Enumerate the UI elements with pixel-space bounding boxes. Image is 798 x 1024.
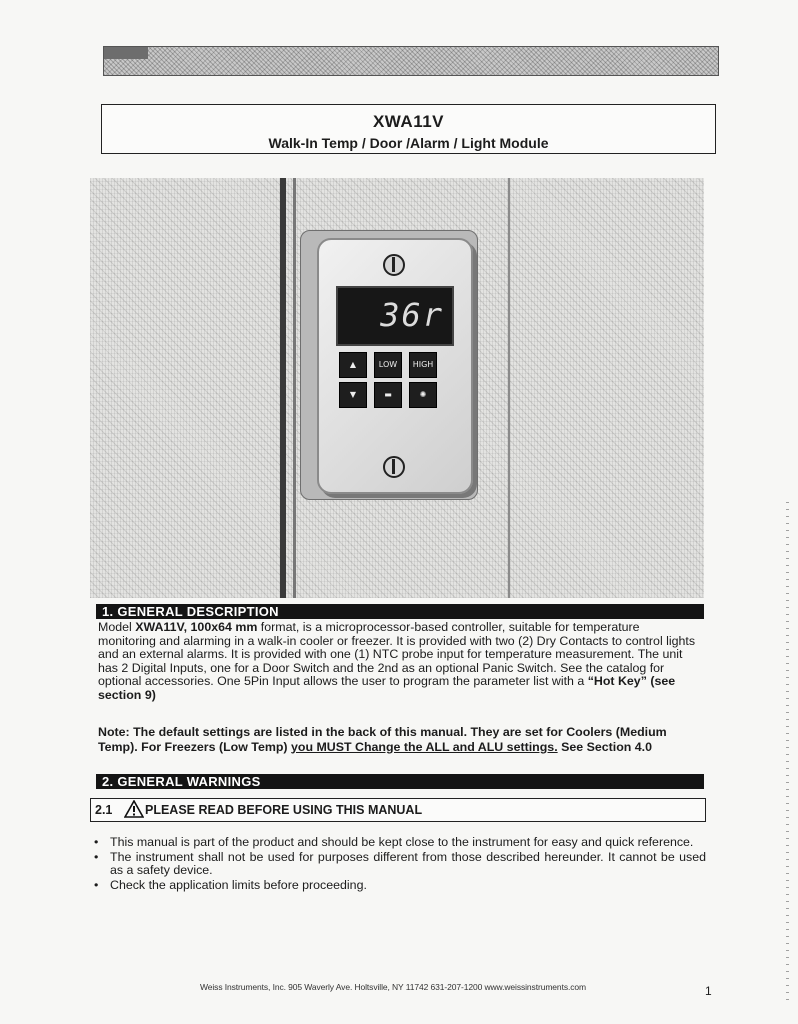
- desc-line-5: optional accessories. One 5Pin Input allows the user to program the parameter list with a “Hot Key” (see: [98, 674, 676, 688]
- section-heading-general-description: 1. GENERAL DESCRIPTION: [96, 604, 704, 619]
- document-title: XWA11V: [372, 112, 445, 131]
- door-seam-right: [293, 178, 296, 598]
- product-photo: [90, 178, 704, 598]
- panel-seam: [508, 178, 510, 598]
- screw-icon: [383, 254, 405, 276]
- screw-icon: [383, 456, 405, 478]
- list-item: • Check the application limits before proceeding.: [90, 879, 706, 893]
- warning-icon: [124, 800, 144, 818]
- down-arrow-key: ▼: [339, 382, 367, 408]
- banner-tab: [104, 47, 148, 59]
- scan-edge-artifact: [786, 500, 789, 1000]
- low-key: [374, 352, 402, 378]
- light-key-icon: ✺: [409, 382, 437, 408]
- set-key: ▬: [374, 382, 402, 408]
- high-key: [409, 352, 437, 378]
- controller-faceplate: [317, 238, 473, 494]
- warnings-list: [90, 836, 706, 893]
- top-banner: [103, 46, 719, 76]
- display-reading: 36r: [380, 296, 444, 334]
- general-description-paragraph: [98, 621, 704, 702]
- footer-address: Weiss Instruments, Inc. 905 Waverly Ave. Holtsville, NY 11742 631-207-1200 www.weissinstruments.com: [200, 982, 586, 992]
- desc-line-4: has 2 Digital Inputs, one for a Door Switch and the 2nd as an optional Panic Switch. See the catalog for: [98, 660, 665, 675]
- page-number: 1: [705, 984, 712, 998]
- list-item: • The instrument shall not be used for purposes different from those described hereunder. It cannot be used as a safety device.: [90, 851, 706, 878]
- section-heading-general-warnings: 2. GENERAL WARNINGS: [96, 774, 704, 789]
- desc-line-1: Model XWA11V, 100x64 mm format, is a microprocessor-based controller, suitable for temperature: [98, 620, 640, 634]
- lcd-display: [336, 286, 454, 346]
- document-subtitle: Walk-In Temp / Door /Alarm / Light Module: [268, 135, 549, 151]
- desc-line-6: section 9): [98, 687, 156, 702]
- note-line-2: Temp). For Freezers (Low Temp) you MUST Change the ALL and ALU settings. See Section 4.0: [98, 739, 652, 754]
- subsection-box: [90, 798, 706, 822]
- up-arrow-key: ▲: [339, 352, 367, 378]
- desc-line-2: monitoring and alarming in a walk-in cooler or freezer. It is provided with two (2) Dry Contacts to control lights: [98, 633, 696, 648]
- low-key-label: LOW: [378, 360, 398, 369]
- note-line-1: Note: The default settings are listed in the back of this manual. They are set for Coolers (Medium: [98, 725, 667, 739]
- high-key-label: HIGH: [412, 360, 434, 369]
- desc-line-3: and an external alarms. It is provided with one (1) NTC probe input for temperature measurement. The unit: [98, 647, 683, 661]
- note-paragraph: [98, 725, 704, 754]
- title-box: [101, 104, 716, 154]
- list-item: • This manual is part of the product and should be kept close to the instrument for easy and quick reference.: [90, 836, 706, 850]
- subsection-number: 2.1: [95, 803, 113, 817]
- door-seam-left: [280, 178, 286, 598]
- subsection-title: PLEASE READ BEFORE USING THIS MANUAL: [145, 803, 423, 817]
